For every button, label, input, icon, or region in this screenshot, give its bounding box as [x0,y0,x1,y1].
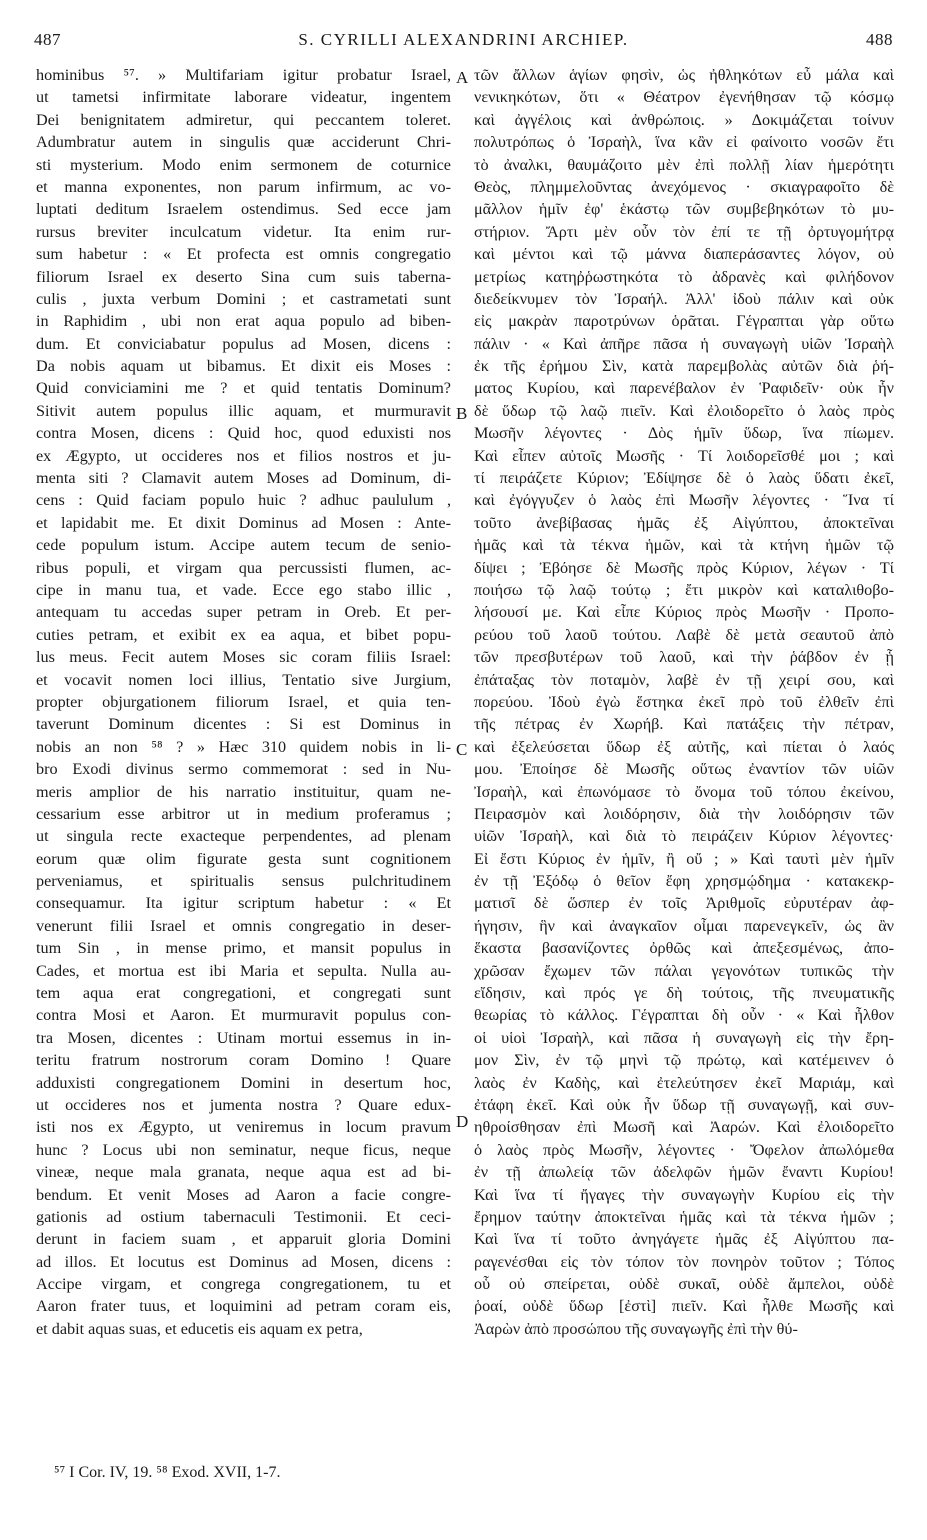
greek-text-line: Καὶ εἶπεν αὐτοῖς Μωσῆς · Τί λοιδορεῖσθέ μοι ; καὶ [474,446,894,465]
greek-text-line: ματισῖ δὲ ὥσπερ ἐν τοῖς Ἀριθμοῖς εὐρυτέραν ἀφ- [474,894,894,913]
greek-text-line: καὶ ἀγγέλοις καὶ ἀνθρώποις. » Δοκιμάζεται τοίνυν [474,110,894,129]
latin-text-line: perveniamus, et spiritualis sensus pulchritudinem [36,872,451,891]
latin-text-line: cens : Quid faciam populo huic ? adhuc paululum , [36,491,451,510]
greek-text-line: πορεύου. Ἰδοὺ ἐγὼ ἕστηκα ἐκεῖ πρὸ τοῦ ἐλθεῖν ἐπὶ [474,692,894,711]
greek-text-line: τὸ ἀναλκι, θαυμάζοιτο μὲν ἐπὶ πολλῇ λίαν ἡμερότητι [474,155,894,174]
latin-text-line: tra Mosen, dicentes : Utinam mortui essemus in in- [36,1028,451,1047]
latin-text-line: propter objurgationem filiorum Israel, et quia ten- [36,692,451,711]
greek-text-line: καὶ ἐξελεύσεται ὕδωρ ἐξ αὐτῆς, καὶ πίεται ὁ λαός [474,737,894,756]
latin-text-line: hunc ? Locus ubi non seminatur, neque ficus, neque [36,1140,451,1159]
greek-text-line: ὁ λαὸς πρὸς Μωσῆν, λέγοντες · Ὄφελον ἀπωλόμεθα [474,1140,894,1159]
greek-text-line: ῥοαί, οὐδὲ ὕδωρ [ἐστὶ] πιεῖν. Καὶ ἦλθε Μωσῆς καὶ [474,1297,894,1316]
latin-text-line: et vocavit nomen loci illius, Tentatio sive Jurgium, [36,670,451,689]
latin-text-line: menta siti ? Clamavit autem Moses ad Dominum, di- [36,469,451,488]
greek-text-line: ἡμᾶς καὶ τὰ τέκνα ἡμῶν, καὶ τὰ κτήνη ἡμῶν τῷ [474,536,894,555]
latin-text-line: cessarium esse arbitror ut in medium proferamus ; [36,804,451,823]
greek-text-line: ἐν τῇ Ἐξόδῳ ὁ θεῖον ἔφη χρησμῴδημα · κατακεκρ- [474,872,894,891]
greek-text-line: Θεὸς, πλημμελοῦντας ἀνεχόμενος · σκιαγραφοῖτο δὲ [474,177,894,196]
greek-text-line: δὲ ὕδωρ τῷ λαῷ πιεῖν. Καὶ ἐλοιδορεῖτο ὁ λαὸς πρὸς [474,401,894,420]
greek-text-line: Ἰσραὴλ, καὶ ἐπωνόμασε τὸ ὄνομα τοῦ τόπου ἐκείνου, [474,782,894,801]
latin-text-line: Aaron frater tuus, et loquimini ad petram coram eis, [36,1297,451,1316]
greek-column [474,64,894,1340]
page-header [34,30,893,54]
greek-text-line: Καὶ ἵνα τί ἤγαγες τὴν συναγωγὴν Κυρίου εἰς τὴν [474,1185,894,1204]
greek-text-line: ἐπάταξας τὸν ποταμὸν, λαβὲ ἐν τῇ χειρί σου, καὶ [474,670,894,689]
greek-text-line: λαὸς ἐν Καδὴς, καὶ ἐτελεύτησεν ἐκεῖ Μαριάμ, καὶ [474,1073,894,1092]
latin-text-line: antequam tu accedas super petram in Oreb. Et per- [36,603,451,622]
latin-text-line: consequamur. Ita igitur scriptum habetur : « Et [36,894,451,913]
greek-text-line: Καὶ ἵνα τί τοῦτο ἀνηγάγετε ἡμᾶς ἐξ Αἰγύπτου πα- [474,1230,894,1249]
greek-text-line: ήγησιν, ἣν καὶ ἀναγκαῖον οἶμαι παρενεγκεῖν, ὡς ἂν [474,916,894,935]
greek-text-line: χρῶσαν ἔχωμεν τῶν πάλαι γεγονότων τυπικῶς τὴν [474,961,894,980]
greek-text-line: τί πειράζετε Κύριον; Ἐδίψησε δὲ ὁ λαὸς ὕδατι ἐκεῖ, [474,469,894,488]
greek-text-line: ἐτάφη ἐκεῖ. Καὶ οὐκ ἦν ὕδωρ τῇ συναγωγῇ, καὶ συν- [474,1095,894,1114]
latin-text-line: taverunt Dominum dicentes : Si est Dominus in [36,715,451,734]
greek-text-line: Εἰ ἔστι Κύριος ἐν ἡμῖν, ἢ οὔ ; » Καὶ ταυτὶ μὲν ἡμῖν [474,849,894,868]
greek-text-line: τῶν πρεσβυτέρων τοῦ λαοῦ, καὶ τὴν ῥάβδον ἐν ᾗ [474,648,894,667]
latin-text-line: bendum. Et venit Moses ad Aaron a facie congre- [36,1185,451,1204]
latin-column [36,64,451,1340]
margin-letter-c: C [456,740,468,759]
latin-text-line: Da nobis aquam ut bibamus. Et dixit eis Moses : [36,357,451,376]
greek-text-line: διεδείκνυμεν τὸν Ἰσραήλ. Ἀλλ' ἰδοὺ πάλιν καὶ οὐκ [474,289,894,308]
latin-text-line: tem aqua erat congregationi, et congregati sunt [36,984,451,1003]
latin-text-line: sum habetur : « Et profecta est omnis congregatio [36,245,451,264]
greek-text-line: ηθροίσθησαν ἐπὶ Μωσῆ καὶ Ἀαρών. Καὶ ἐλοιδορεῖτο [474,1118,894,1137]
latin-text-line: contra Mosen, dicens : Quid hoc, quod eduxisti nos [36,424,451,443]
greek-text-line: ρεύου τοῦ λαοῦ τούτου. Λαβὲ δὲ μετὰ σεαυτοῦ ἀπὸ [474,625,894,644]
latin-text-line: luptati deditum Israelem ostendimus. Sed ecce jam [36,200,451,219]
greek-text-line: δίψει ; Ἐβόησε δὲ Μωσῆς πρὸς Κύριον, λέγων · Τί [474,558,894,577]
greek-text-line: μου. Ἐποίησε δὲ Μωσῆς οὕτως ἐναντίον τῶν υἱῶν [474,760,894,779]
running-title: S. CYRILLI ALEXANDRINI ARCHIEP. [298,30,629,49]
greek-text-line: καὶ μέντοι καὶ τῷ μάννα διαπεράσαντες λόγον, οὐ [474,245,894,264]
latin-text-line: Cades, et mortua est ibi Maria et sepulta. Nulla au- [36,961,451,980]
greek-text-line: εἰς μακρὰν παροτρύνων ὁρᾶται. Γέγραπται γὰρ οὕτω [474,312,894,331]
greek-text-line: στήριον. Ἄρτι μὲν οὖν τὸν ἐπί τε τῇ ὀρτυγομήτρᾳ [474,222,894,241]
latin-text-line: et manna exponentes, non parum infirmum, ac vo- [36,177,451,196]
footnote: ⁵⁷ I Cor. IV, 19. ⁵⁸ Exod. XVII, 1-7. [54,1464,281,1481]
greek-text-line: ἕκαστα βασανίζοντες ὀρθῶς καὶ ἀπεξεσμένως, ἀπο- [474,939,894,958]
latin-text-line: et dabit aquas suas, et educetis eis aquam ex petra, [36,1319,363,1338]
latin-text-line: contra Mosi et Aaron. Et murmuravit populus con- [36,1006,451,1025]
latin-text-line: eorum quæ olim figurate gesta sunt cognitionem [36,849,451,868]
latin-text-line: cede populum istum. Accipe autem tecum de senio- [36,536,451,555]
latin-text-line: et lapidabit me. Et dixit Dominus ad Mosen : Ante- [36,513,451,532]
latin-text-line: in Raphidim , ubi non erat aqua populo ad biben- [36,312,451,331]
margin-letter-d: D [456,1112,469,1131]
latin-text-line: Quid conviciamini me ? et quid tentatis Dominum? [36,379,451,398]
latin-text-line: filiorum Israel ex deserto Sina cum suis taberna- [36,267,451,286]
latin-text-line: cuties petram, et exibit ex ea aqua, et bibet popu- [36,625,451,644]
greek-text-line: τοῦτο ἀνεβίβασας ἡμᾶς ἐξ Αἰγύπτου, ἀποκτεῖναι [474,513,894,532]
greek-text-line: Μωσῆν λέγοντες · Δὸς ἡμῖν ὕδωρ, ἵνα πίωμεν. [474,424,894,443]
greek-text-line: ποιήσω τῷ λαῷ τούτῳ ; ἔτι μικρὸν καὶ καταλιθοβο- [474,580,894,599]
latin-text-line: rursus breviter inculcatum videtur. Ita enim rur- [36,222,451,241]
right-page-number: 488 [866,30,893,49]
greek-text-line: οὗ οὐ σπείρεται, οὐδὲ συκαῖ, οὐδὲ ἄμπελοι, οὐδὲ [474,1275,894,1294]
greek-text-line: νενικηκότων, ὅτι « Θέατρον ἐγενήθησαν τῷ κόσμῳ [474,88,894,107]
greek-text-line: ἐν τῇ ἀπωλείᾳ τῶν ἀδελφῶν ἡμῶν ἔναντι Κυρίου! [474,1163,894,1182]
latin-text-line: lus meus. Fecit autem Moses sic coram filiis Israel: [36,648,451,667]
latin-text-line: ribus populi, et virgam qua percussisti flumen, ac- [36,558,451,577]
latin-text-line: adduxisti congregationem Domini in desertum hoc, [36,1073,451,1092]
greek-text-line: τῆς πέτρας ἐν Χωρήβ. Καὶ πατάξεις τὴν πέτραν, [474,715,894,734]
greek-text-line: καὶ ἐγόγγυζεν ὁ λαὸς ἐπὶ Μωσῆν λέγοντες · Ἵνα τί [474,491,894,510]
left-page-number: 487 [34,30,61,49]
greek-text-line: πολυτρόπως ὁ Ἰσραὴλ, ἵνα κἂν εἰ φαίνοιτο νοσῶν ἔτι [474,133,894,152]
greek-text-line: υἱῶν Ἰσραὴλ, καὶ διὰ τὸ πειράζειν Κύριον λέγοντες· [474,827,894,846]
greek-text-line: λήσουσί με. Καὶ εἶπε Κύριος πρὸς Μωσῆν · Προπο- [474,603,894,622]
greek-text-line: ματος Κυρίου, καὶ παρενέβαλον ἐν Ῥαφιδεῖν· οὐκ ἦν [474,379,894,398]
latin-text-line: Accipe virgam, et congrega congregationem, tu et [36,1275,451,1294]
latin-text-line: sti mysterium. Modo enim sermonem de coturnice [36,155,451,174]
latin-text-line: gationis ad ostium tabernaculi Testimonii. Et ceci- [36,1207,451,1226]
latin-text-line: Dei benignitatem admiretur, qui peccantem toleret. [36,110,451,129]
latin-text-line: cipe in manu tua, et vade. Ecce ego stabo illic , [36,580,451,599]
greek-text-line: πάλιν · « Καὶ ἀπῆρε πᾶσα ἡ συναγωγὴ υἱῶν Ἰσραὴλ [474,334,894,353]
greek-text-line: ἔρημον ταύτην ἀποκτεῖναι ἡμᾶς καὶ τὰ τέκνα ἡμῶν ; [474,1207,894,1226]
greek-text-line: μᾶλλον ἡμῖν ἐφ' ἑκάστῳ τῶν συμβεβηκότων τὸ μυ- [474,200,894,219]
latin-text-line: ex Ægypto, ut occideres nos et filios nostros et ju- [36,446,451,465]
greek-text-line: εἴδησιν, καὶ πρός γε δὴ τούτοις, τῆς πνευματικῆς [474,984,894,1003]
latin-text-line: tum Sin , in mense primo, et mansit populus in [36,939,451,958]
greek-text-line: Πειρασμὸν καὶ λοιδόρησιν, διὰ τὴν λοιδόρησιν τῶν [474,804,894,823]
latin-text-line: dum. Et conviciabatur populus ad Mosen, dicens : [36,334,451,353]
greek-text-line: οἱ υἱοὶ Ἰσραὴλ, καὶ πᾶσα ἡ συναγωγὴ εἰς τὴν ἔρη- [474,1028,894,1047]
greek-text-line: θεωρίας τὸ κάλλος. Γέγραπται δὴ οὖν · « Καὶ ἦλθον [474,1006,894,1025]
margin-letter-a: A [456,68,469,87]
latin-text-line: hominibus ⁵⁷. » Multifariam igitur probatur Israel, [36,66,451,84]
greek-text-line: Ἀαρὼν ἀπὸ προσώπου τῆς συναγωγῆς ἐπὶ τὴν θύ- [474,1319,798,1338]
margin-letter-b: B [456,404,468,423]
latin-text-line: ad illos. Et locutus est Dominus ad Mosen, dicens : [36,1252,451,1271]
greek-text-line: μον Σὶν, ἐν τῷ μηνὶ τῷ πρώτῳ, καὶ κατέμεινεν ὁ [474,1051,894,1070]
latin-text-line: culis , juxta verbum Domini ; et castrametati sunt [36,289,451,308]
latin-text-line: nobis an non ⁵⁸ ? » Hæc 310 quidem nobis in li- [36,737,451,756]
latin-text-line: vineæ, neque mala granata, neque aqua est ad bi- [36,1163,451,1182]
latin-text-line: teritu fratrum nostrorum coram Domino ! Quare [36,1051,451,1070]
latin-text-line: derunt in faciem suam , et apparuit gloria Domini [36,1230,451,1249]
latin-text-line: ut tametsi infirmitate laborare videatur, ingentem [36,88,451,107]
latin-text-line: venerunt filii Israel et omnis congregatio in deser- [36,916,451,935]
greek-text-line: ραγενέσθαι εἰς τὸν τόπον τὸν πονηρὸν τοῦτον ; Τόπος [474,1252,894,1271]
latin-text-line: Adumbratur autem in singulis quæ acciderunt Chri- [36,133,451,152]
latin-text-line: isti nos ex Ægypto, ut veniremus in locum pravum [36,1118,451,1137]
greek-text-line: ἐκ τῆς ἐρήμου Σὶν, κατὰ παρεμβολὰς αὐτῶν διὰ ῥή- [474,357,894,376]
latin-text-line: ut occideres nos et jumenta nostra ? Quare edux- [36,1095,451,1114]
greek-text-line: μετρίως κατηῤῥωστηκότα τὸ ἀδρανὲς καὶ φιλήδονον [474,267,894,286]
latin-text-line: Sitivit autem populus illic aquam, et murmuravit [36,401,451,420]
latin-text-line: meris amplior de his narratio instituitur, quam ne- [36,782,451,801]
latin-text-line: bro Exodi divinus sermo commemorat : sed in Nu- [36,760,451,779]
greek-text-line: τῶν ἄλλων ἁγίων φησὶν, ὡς ἠθληκότων εὖ μάλα καὶ [474,66,894,84]
latin-text-line: ut singula recte exacteque perpendentes, ad plenam [36,827,451,846]
